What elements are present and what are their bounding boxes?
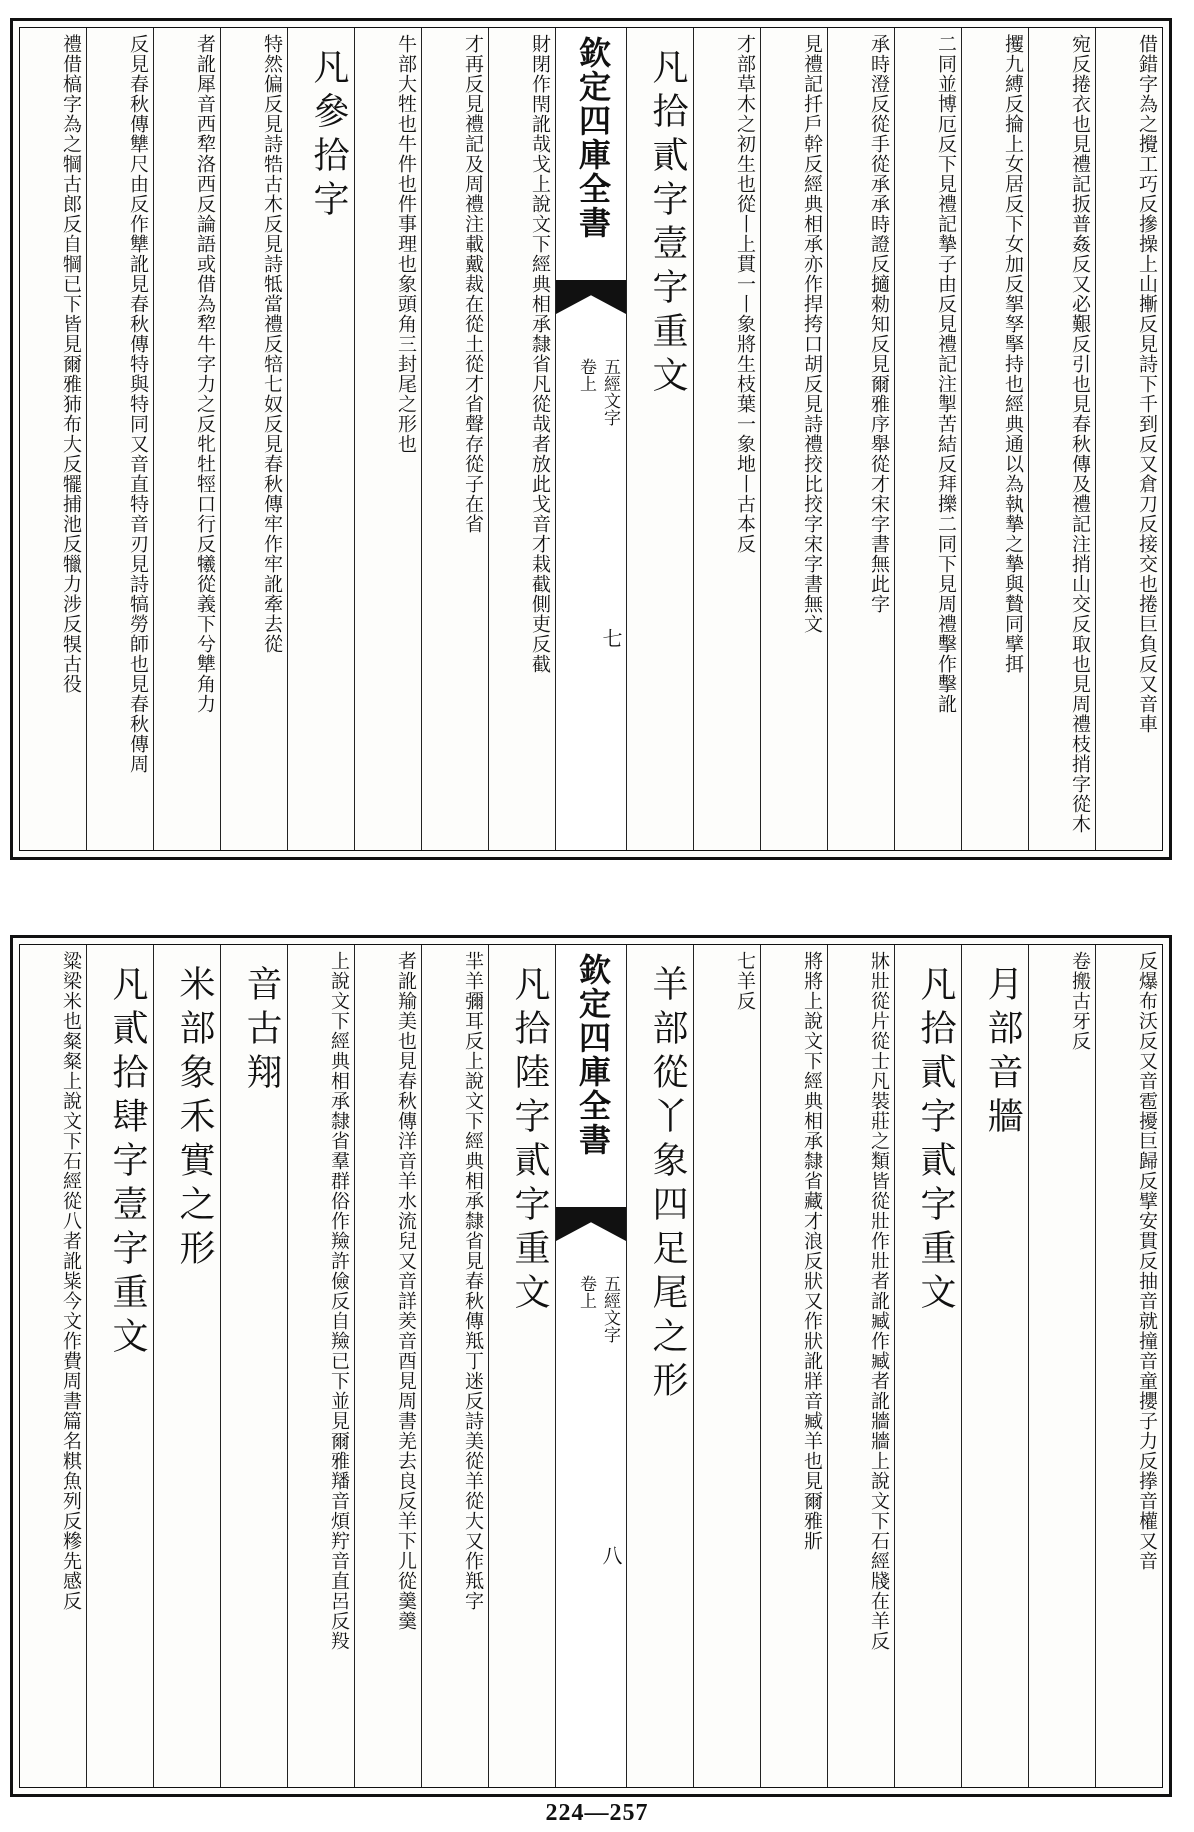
section-heading-column: 羊部從丫象四足尾之形 <box>626 945 693 1787</box>
page-number: 224—257 <box>545 1800 649 1826</box>
book-title: 欽定四庫全書 <box>574 36 612 240</box>
text-column: 才再反見禮記及周禮注載戴裁在從土從才省聲存從子在省 <box>421 28 488 850</box>
leaf-number: 八 <box>599 1545 623 1565</box>
section-heading-column: 牛部大牲也牛件也件事理也象頭角三封尾之形也 <box>354 28 421 850</box>
fish-tail-ornament <box>556 280 626 314</box>
text-column: 羋羊彌耳反上說文下經典相承隸省見春秋傳羝丁迷反詩美從羊從大又作羝字 <box>421 945 488 1787</box>
text-column: 者訛羭美也見春秋傳洋音羊水流兒又音詳羑音酉見周書羌去良反羊下儿從羹羹 <box>354 945 421 1787</box>
text-column: 七羊反 <box>693 945 760 1787</box>
section-heading-column: 才部草木之初生也從丨上貫一丨象將生枝葉一象地丨古本反 <box>693 28 760 850</box>
text-column: 財閉作閇訛哉戈上說文下經典相承隸省凡從哉者放此戈音才栽截側吏反截 <box>488 28 555 850</box>
count-heading-column: 凡貳拾肆字壹字重文 <box>86 945 153 1787</box>
volume-label: 卷上 <box>576 1275 596 1309</box>
text-column: 借錯字為之攪工巧反摻操上山摲反見詩下千到反又倉刀反接交也捲巨負反又音車 <box>1095 28 1162 850</box>
text-column: 上說文下經典相承隸省羣群俗作羷許儉反自羷已下並見爾雅羳音煩羜音直呂反羖 <box>287 945 354 1787</box>
text-column: 特然偏反見詩牿古木反見詩牴當禮反犃七奴反見春秋傳牢作牢訛牽去從 <box>220 28 287 850</box>
book-name: 五經文字 <box>600 358 620 426</box>
volume-label: 卷上 <box>576 358 596 392</box>
text-column: 粱梁米也粲粲上說文下石經從八者訛粊今文作費周書篇名粸魚列反糝先感反 <box>60 951 82 1611</box>
section-heading-column: 月部音牆 <box>961 945 1028 1787</box>
text-column: 見禮記扦戶幹反經典相承亦作捍挎口胡反見詩禮挍比挍字宋字書無文 <box>760 28 827 850</box>
bottom-page <box>10 935 1172 1797</box>
top-page-frame <box>19 27 1163 851</box>
fish-tail-ornament <box>556 1207 626 1241</box>
text-column: 承時澄反從手從承承時證反擿勑知反見爾雅序舉從才宋字書無此字 <box>827 28 894 850</box>
bottom-page-frame <box>19 944 1163 1788</box>
text-column: 者訛犀音西犂洛西反論語或借為犂牛字力之反牝牡牼口行反犧從義下兮犨角力 <box>153 28 220 850</box>
count-heading-column: 凡參拾字 <box>287 28 354 850</box>
count-heading-column: 凡拾陸字貳字重文 <box>488 945 555 1787</box>
count-heading-column: 凡拾貳字壹字重文 <box>626 28 693 850</box>
section-heading-column: 米部象禾實之形 <box>153 945 220 1787</box>
book-title: 欽定四庫全書 <box>574 953 612 1157</box>
text-column: 將將上說文下經典相承隸省藏才浪反狀又作狀訛牂音臧羊也見爾雅斨 <box>760 945 827 1787</box>
text-column: 反爆布沃反又音雹擾巨歸反擘安貫反抽音就撞音童攖子力反搼音權又音 <box>1095 945 1162 1787</box>
text-column: 反見春秋傳犨尺由反作犨訛見春秋傳特與特同又音直特音刃見詩犒勞師也見春秋傳周 <box>86 28 153 850</box>
center-fold <box>555 28 626 850</box>
center-fold <box>555 945 626 1787</box>
text-column: 卷搬古牙反 <box>1028 945 1095 1787</box>
text-column: 音古翔 <box>220 945 287 1787</box>
text-column: 二同並博厄反下見禮記摯子由反見禮記注掣苦結反拜擽二同下見周禮擊作擊訛 <box>894 28 961 850</box>
text-column: 宛反捲衣也見禮記扳普姦反又必艱反引也見春秋傳及禮記注捎山交反取也見周禮枝捎字從木 <box>1028 28 1095 850</box>
text-column: 禮借槁字為之犅古郎反自犅已下皆見爾雅犻布大反犤捕池反犣力涉反犑古役 <box>60 34 82 694</box>
leaf-number: 七 <box>599 628 623 648</box>
count-heading-column: 凡拾貳字貳字重文 <box>894 945 961 1787</box>
text-column: 牀壯從片從士凡裝莊之類皆從壯作壯者訛臧作臧者訛牆牆上說文下石經牋在羊反 <box>827 945 894 1787</box>
text-column: 攫九縛反掄上女居反下女加反挐孥掔持也經典通以為執摯之摯與贄同擘挕 <box>961 28 1028 850</box>
book-name: 五經文字 <box>600 1275 620 1343</box>
top-page <box>10 18 1172 860</box>
